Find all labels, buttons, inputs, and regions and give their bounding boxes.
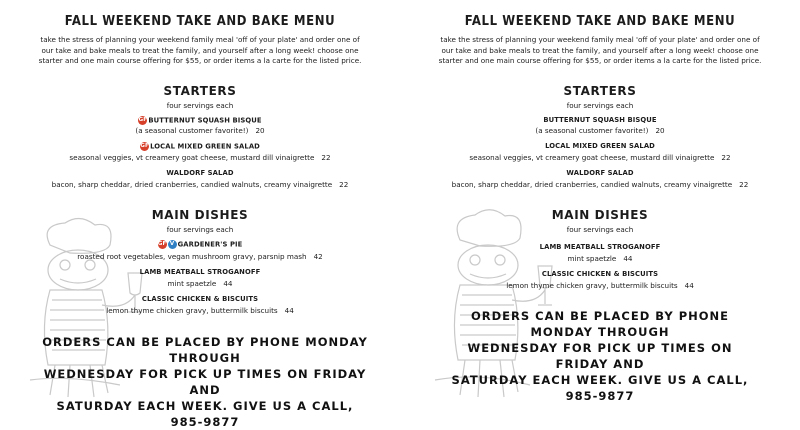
menu-item-name: CLASSIC CHICKEN & BISCUITS bbox=[541, 270, 659, 278]
menu-item-desc: seasonal veggies, vt creamery goat cheese, mustard dill vinaigrette 22 bbox=[469, 153, 731, 162]
menu-item-price: 20 bbox=[255, 126, 265, 135]
menu-item-name: GFBUTTERNUT SQUASH BISQUE bbox=[138, 116, 262, 125]
menu-item-name: WALDORF SALAD bbox=[166, 169, 234, 177]
menu-item-name: LAMB MEATBALL STROGANOFF bbox=[539, 243, 661, 251]
main-dishes-heading: MAIN DISHES bbox=[151, 208, 249, 222]
menu-item-price: 20 bbox=[655, 126, 665, 135]
menu-item-desc: lemon thyme chicken gravy, buttermilk biscuits 44 bbox=[106, 306, 294, 315]
menu-panel-left bbox=[0, 0, 400, 429]
menu-intro: take the stress of planning your weekend family meal 'off of your plate' and order one of our take and bake meals to treat the family, and yourself after a long week! choose one starter and one main course offering for $55, or order items a la carte for the listed price. bbox=[438, 35, 762, 66]
menu-intro: take the stress of planning your weekend family meal 'off of your plate' and order one of our take and bake meals to treat the family, and yourself after a long week! choose one starter and one main course offering for $55, or order items a la carte for the listed price. bbox=[38, 35, 362, 66]
menu-item-name: LAMB MEATBALL STROGANOFF bbox=[139, 268, 261, 276]
main-dishes-heading: MAIN DISHES bbox=[551, 208, 649, 222]
menu-item-name: CLASSIC CHICKEN & BISCUITS bbox=[141, 295, 259, 303]
menu-item-desc: bacon, sharp cheddar, dried cranberries, candied walnuts, creamy vinaigrette 22 bbox=[451, 180, 749, 189]
menu-item-price: 22 bbox=[739, 180, 749, 189]
starters-servings: four servings each bbox=[566, 101, 634, 110]
menu-item-desc: (a seasonal customer favorite!) 20 bbox=[135, 126, 265, 135]
starters-heading: STARTERS bbox=[163, 84, 237, 98]
menu-item-name: GF V GARDENER'S PIE bbox=[157, 240, 243, 249]
menu-title: FALL WEEKEND TAKE AND BAKE MENU bbox=[464, 14, 736, 29]
menu-item-desc: mint spaetzle 44 bbox=[167, 279, 233, 288]
gluten-free-icon: GF bbox=[138, 117, 148, 123]
menu-item-name: BUTTERNUT SQUASH BISQUE bbox=[543, 116, 657, 124]
menu-item-desc: bacon, sharp cheddar, dried cranberries, candied walnuts, creamy vinaigrette 22 bbox=[51, 180, 349, 189]
ordering-info: ORDERS CAN BE PLACED BY PHONE MONDAY THROUGH WEDNESDAY FOR PICK UP TIMES ON FRIDAY AND SATURDAY EACH WEEK. GIVE US A CALL, 985-9877 bbox=[42, 335, 368, 429]
menu-item-price: 22 bbox=[321, 153, 331, 162]
starters-heading: STARTERS bbox=[563, 84, 637, 98]
gluten-free-icon: GF bbox=[157, 241, 167, 247]
menu-item-desc: (a seasonal customer favorite!) 20 bbox=[535, 126, 665, 135]
main-dishes-servings: four servings each bbox=[166, 225, 234, 234]
menu-item-name: WALDORF SALAD bbox=[566, 169, 634, 177]
menu-item-desc: roasted root vegetables, vegan mushroom gravy, parsnip mash 42 bbox=[77, 252, 323, 261]
gluten-free-icon: GF bbox=[140, 143, 149, 149]
menu-item-price: 44 bbox=[284, 306, 294, 315]
starters-servings: four servings each bbox=[166, 101, 234, 110]
menu-item-desc: seasonal veggies, vt creamery goat cheese, mustard dill vinaigrette 22 bbox=[69, 153, 331, 162]
menu-panel-right bbox=[400, 0, 800, 403]
main-dishes-servings: four servings each bbox=[566, 225, 634, 234]
menu-item-price: 42 bbox=[313, 252, 323, 261]
menu-item-desc: mint spaetzle 44 bbox=[567, 254, 633, 263]
menu-item-desc: lemon thyme chicken gravy, buttermilk biscuits 44 bbox=[506, 281, 694, 290]
ordering-info: ORDERS CAN BE PLACED BY PHONE MONDAY THROUGH WEDNESDAY FOR PICK UP TIMES ON FRIDAY AND SATURDAY EACH WEEK. GIVE US A CALL, 985-9877 bbox=[451, 309, 749, 403]
vegan-icon: V bbox=[168, 240, 177, 249]
menu-title: FALL WEEKEND TAKE AND BAKE MENU bbox=[64, 14, 336, 29]
menu-item-price: 44 bbox=[623, 254, 633, 263]
menu-item-price: 44 bbox=[684, 281, 694, 290]
menu-item-price: 44 bbox=[223, 279, 233, 288]
menu-item-price: 22 bbox=[339, 180, 349, 189]
menu-item-name: LOCAL MIXED GREEN SALAD bbox=[545, 142, 655, 150]
menu-item-name: GFLOCAL MIXED GREEN SALAD bbox=[140, 142, 260, 151]
menu-item-price: 22 bbox=[721, 153, 731, 162]
